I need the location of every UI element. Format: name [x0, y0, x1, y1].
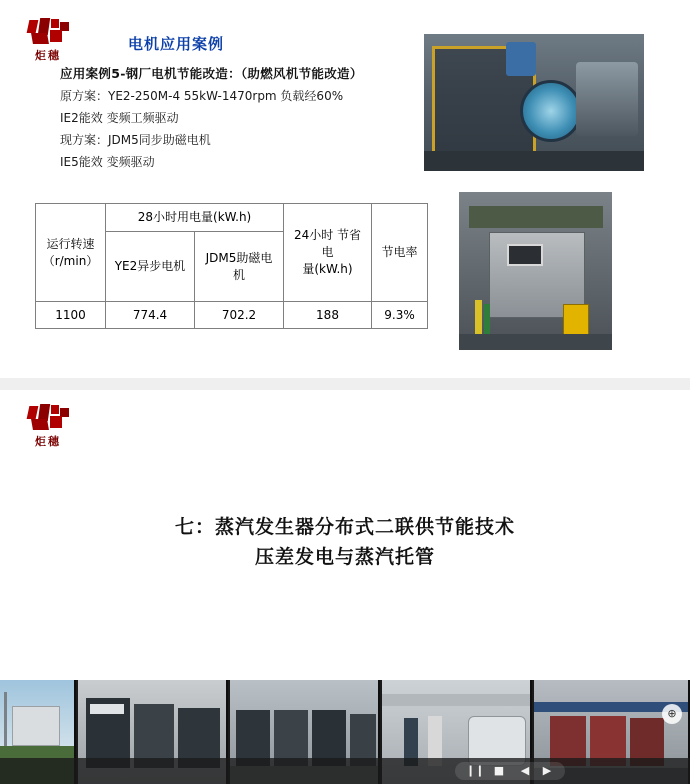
logo-text: 炬穗 [35, 49, 61, 62]
header-cell-saving [284, 204, 372, 302]
cell-rate-value: 9.3% [372, 302, 428, 329]
header-cell-rate: 节电率 [372, 204, 428, 302]
case-detail-list [60, 85, 343, 173]
energy-comparison-table [35, 203, 428, 329]
case-detail-line: IE2能效 变频工频驱动 [60, 111, 179, 125]
slide-title: 电机应用案例 [128, 35, 225, 53]
thumb-duct-shape [382, 694, 532, 706]
previous-button[interactable]: ◀ [520, 764, 530, 777]
photo-floor-shape [459, 334, 612, 350]
header-speed-line2: （r/min） [42, 253, 99, 268]
fan-and-motor-photo [424, 34, 644, 171]
control-cabinet-photo [459, 192, 612, 350]
photo-topstrip-shape [469, 206, 603, 228]
cell-jdm5-value: 702.2 [195, 302, 284, 329]
case-detail-line: 现方案：JDM5同步助磁电机 [60, 133, 211, 147]
section-title-line1: 七：蒸汽发生器分布式二联供节能技术 [174, 516, 515, 538]
photo-panel-shape [507, 244, 543, 266]
logo-text: 炬穗 [35, 435, 61, 448]
logo-mark-icon [22, 404, 74, 432]
company-logo [22, 18, 74, 62]
cell-ye2-value: 774.4 [106, 302, 195, 329]
stop-button[interactable]: ■ [493, 764, 505, 777]
photo-fan-shape [520, 80, 582, 142]
thumb-label-shape [90, 704, 124, 714]
photo-motor-shape [576, 62, 638, 136]
pause-button[interactable]: ❙❙ [466, 764, 485, 777]
header-cell-speed [36, 204, 106, 302]
header-cell-28h-group: 28小时用电量(kW.h) [106, 204, 284, 232]
section-title [0, 512, 690, 572]
header-saving-line1: 24小时 节省电 [293, 228, 362, 259]
media-control-bar [0, 758, 690, 784]
slide-motor-application [0, 0, 690, 378]
thumb-building-shape [12, 706, 60, 746]
header-speed-line1: 运行转速 [46, 236, 95, 251]
energy-comparison-table-wrapper [35, 203, 428, 329]
fullscreen-toggle-icon[interactable]: ⊕ [662, 704, 682, 724]
case-detail-line: IE5能效 变频驱动 [60, 155, 155, 169]
case-detail-line: 原方案：YE2-250M-4 55kW-1470rpm 负载经60% [60, 89, 344, 103]
table-row [36, 302, 428, 329]
subheader-cell-ye2: YE2异步电机 [106, 232, 195, 302]
table-header-row [36, 204, 428, 232]
section-title-line2: 压差发电与蒸汽托管 [254, 546, 435, 568]
header-saving-line2: 量(kW.h) [302, 262, 353, 276]
cell-saving-value: 188 [284, 302, 372, 329]
thumb-pole-shape [4, 692, 7, 746]
photo-base-shape [424, 151, 644, 171]
slide-divider [0, 378, 690, 390]
next-button[interactable]: ▶ [542, 764, 552, 777]
company-logo [22, 404, 74, 448]
photo-pipe-shape [506, 42, 536, 76]
logo-mark-icon [22, 18, 74, 46]
cell-speed-value: 1100 [36, 302, 106, 329]
subheader-cell-jdm5: JDM5助磁电机 [195, 232, 284, 302]
case-heading: 应用案例5-钢厂电机节能改造：（助燃风机节能改造） [60, 66, 363, 81]
